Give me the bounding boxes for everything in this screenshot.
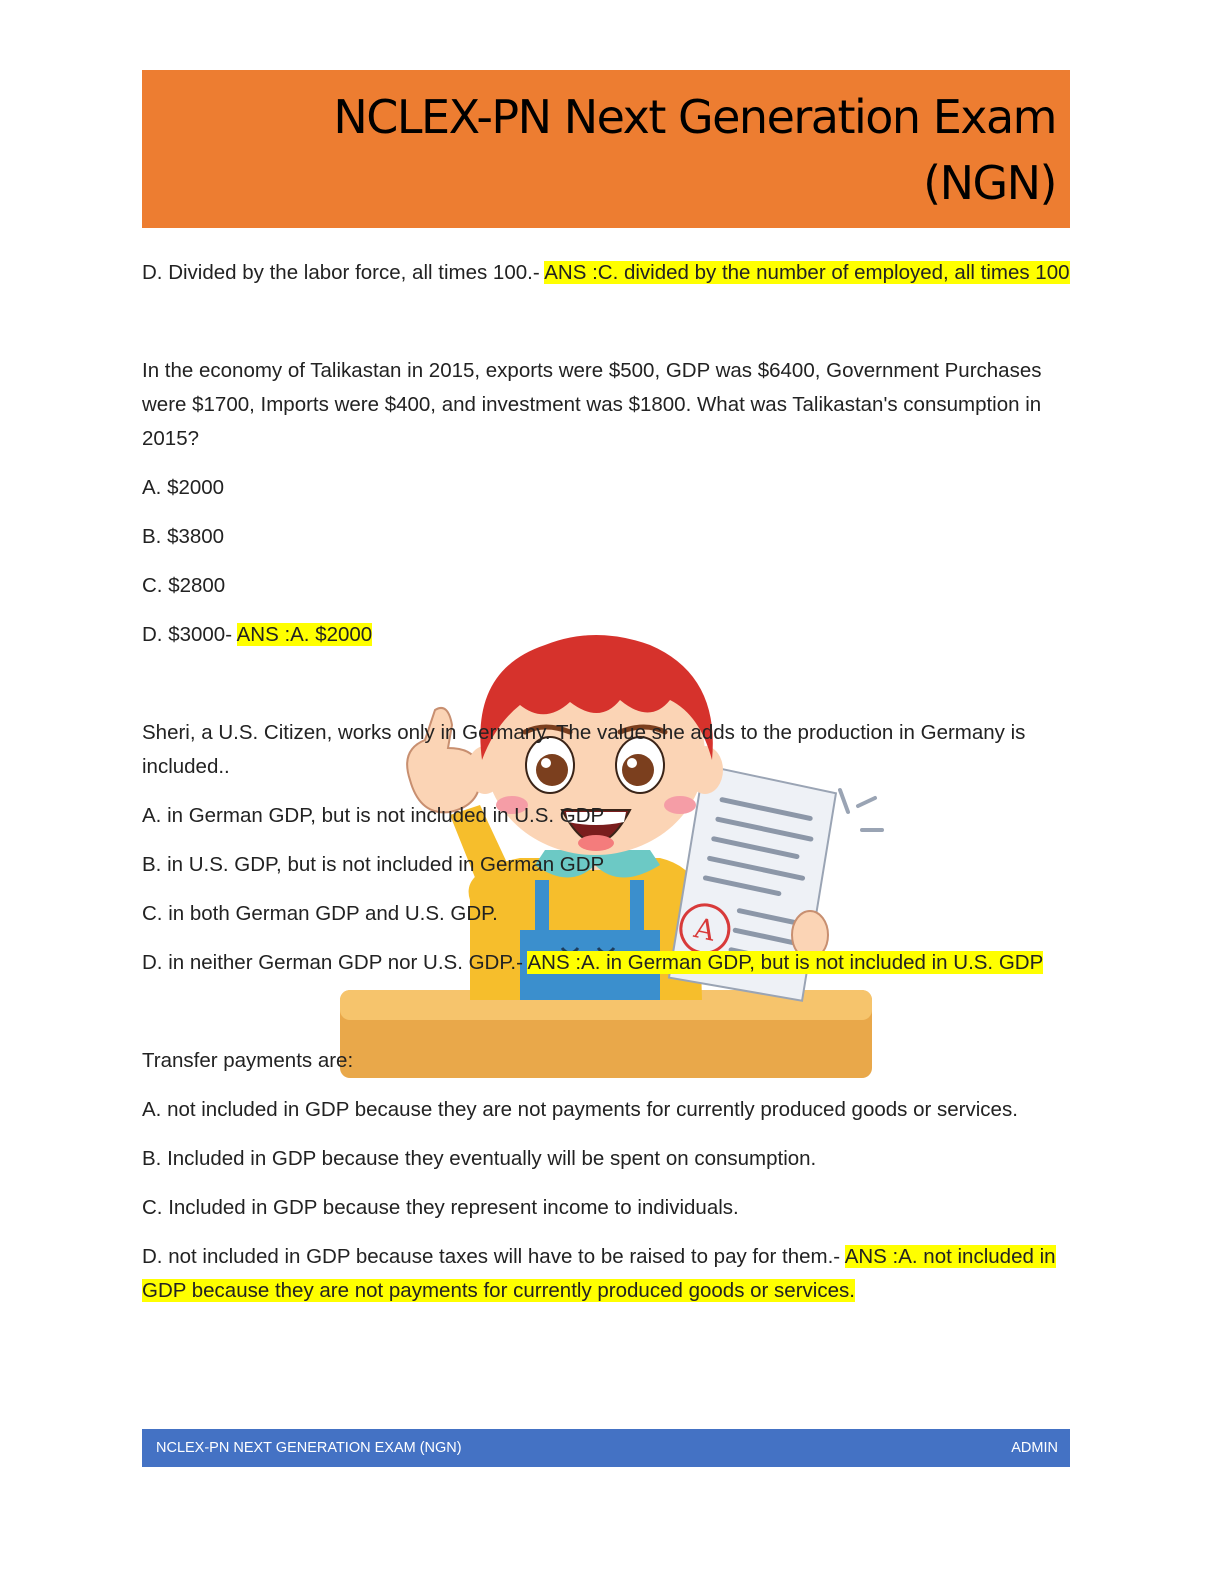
q3-option-c: C. in both German GDP and U.S. GDP. bbox=[142, 902, 498, 925]
q3-answer: ANS :A. in German GDP, but is not included in U.S. GDP bbox=[527, 951, 1044, 974]
q3-option-d: D. in neither German GDP nor U.S. GDP.- ANS :A. in German GDP, but is not included in U.S. GDP bbox=[142, 951, 1044, 974]
q4-answer: ANS :A. not included in GDP because they are not payments for currently produced goods or services. bbox=[142, 1245, 1056, 1302]
page-header-banner bbox=[142, 70, 1070, 228]
q4-option-d: D. not included in GDP because taxes will have to be raised to pay for them.- ANS :A. not included in GDP because they are not payments for currently produced goods or services. bbox=[142, 1245, 1056, 1302]
q3-option-b: B. in U.S. GDP, but is not included in German GDP bbox=[142, 853, 605, 876]
q4-question: Transfer payments are: bbox=[142, 1049, 354, 1072]
q2-answer: ANS :A. $2000 bbox=[236, 623, 373, 646]
q2-option-a: A. $2000 bbox=[142, 476, 225, 499]
q1-answer: ANS :C. divided by the number of employed, all times 100 bbox=[544, 261, 1070, 284]
footer-author: ADMIN bbox=[1011, 1440, 1058, 1456]
q4-option-c: C. Included in GDP because they represent income to individuals. bbox=[142, 1196, 739, 1219]
q2-option-d: D. $3000- ANS :A. $2000 bbox=[142, 623, 373, 646]
q2-question: In the economy of Talikastan in 2015, exports were $500, GDP was $6400, Government Purchases were $1700, Imports were $400, and investment was $1800. What was Talikastan's consumption in 2015? bbox=[142, 359, 1042, 450]
document-body bbox=[142, 256, 1072, 1308]
q1-option-d: D. Divided by the labor force, all times 100.- ANS :C. divided by the number of employed, all times 100 bbox=[142, 261, 1070, 284]
page-footer bbox=[142, 1429, 1070, 1467]
footer-title: NCLEX-PN NEXT GENERATION EXAM (NGN) bbox=[156, 1440, 462, 1456]
q4-option-a: A. not included in GDP because they are not payments for currently produced goods or services. bbox=[142, 1098, 1018, 1121]
q2-option-b: B. $3800 bbox=[142, 525, 225, 548]
page-title: NCLEX-PN Next Generation Exam (NGN) bbox=[333, 90, 1056, 210]
q4-option-b: B. Included in GDP because they eventually will be spent on consumption. bbox=[142, 1147, 817, 1170]
q2-option-c: C. $2800 bbox=[142, 574, 226, 597]
grade-mark: A bbox=[691, 911, 719, 948]
q3-option-a: A. in German GDP, but is not included in U.S. GDP bbox=[142, 804, 605, 827]
q3-question: Sheri, a U.S. Citizen, works only in Germany. The value she adds to the production in Germany is included.. bbox=[142, 721, 1026, 778]
